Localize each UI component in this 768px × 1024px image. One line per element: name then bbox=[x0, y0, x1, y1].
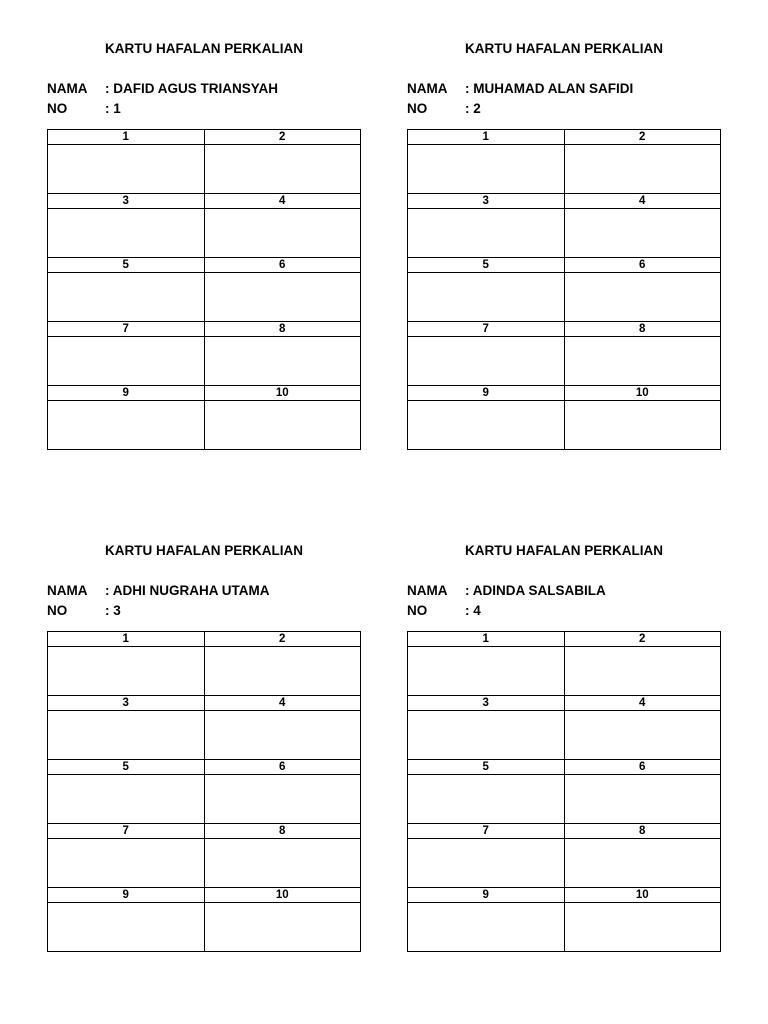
answer-cell bbox=[204, 209, 361, 258]
nama-value: : ADINDA SALSABILA bbox=[465, 583, 606, 598]
no-value: : 1 bbox=[105, 101, 121, 116]
answer-cell bbox=[564, 839, 721, 888]
multiplication-grid bbox=[47, 129, 361, 450]
no-line bbox=[407, 101, 481, 117]
answer-cell bbox=[204, 145, 361, 194]
number-cell: 4 bbox=[564, 194, 721, 209]
number-cell: 3 bbox=[48, 696, 205, 711]
no-label: NO bbox=[47, 603, 68, 618]
number-cell: 7 bbox=[48, 824, 205, 839]
answer-cell bbox=[564, 775, 721, 824]
multiplication-grid bbox=[47, 631, 361, 952]
no-line bbox=[47, 603, 121, 619]
number-cell: 1 bbox=[48, 130, 205, 145]
nama-value: : DAFID AGUS TRIANSYAH bbox=[105, 81, 279, 96]
number-cell: 6 bbox=[204, 760, 361, 775]
number-cell: 8 bbox=[564, 322, 721, 337]
card-title: KARTU HAFALAN PERKALIAN bbox=[465, 41, 663, 56]
multiplication-grid bbox=[407, 631, 721, 952]
nama-value: : MUHAMAD ALAN SAFIDI bbox=[465, 81, 634, 96]
number-cell: 9 bbox=[408, 386, 565, 401]
nama-value: : ADHI NUGRAHA UTAMA bbox=[105, 583, 270, 598]
no-line bbox=[407, 603, 481, 619]
number-cell: 3 bbox=[408, 194, 565, 209]
answer-cell bbox=[564, 337, 721, 386]
number-cell: 8 bbox=[564, 824, 721, 839]
nama-line bbox=[407, 81, 633, 97]
answer-cell bbox=[204, 401, 361, 450]
number-cell: 5 bbox=[48, 258, 205, 273]
answer-cell bbox=[48, 337, 205, 386]
no-label: NO bbox=[407, 101, 428, 116]
nama-line bbox=[47, 81, 278, 97]
no-value: : 3 bbox=[105, 603, 121, 618]
answer-cell bbox=[48, 209, 205, 258]
answer-cell bbox=[564, 401, 721, 450]
nama-label: NAMA bbox=[407, 583, 448, 598]
number-cell: 9 bbox=[48, 888, 205, 903]
answer-cell bbox=[408, 145, 565, 194]
number-cell: 2 bbox=[564, 130, 721, 145]
answer-cell bbox=[48, 903, 205, 952]
number-cell: 1 bbox=[48, 632, 205, 647]
number-cell: 7 bbox=[408, 824, 565, 839]
answer-cell bbox=[564, 711, 721, 760]
number-cell: 5 bbox=[408, 760, 565, 775]
number-cell: 10 bbox=[204, 386, 361, 401]
no-line bbox=[47, 101, 121, 117]
answer-cell bbox=[48, 839, 205, 888]
number-cell: 2 bbox=[204, 130, 361, 145]
number-cell: 7 bbox=[408, 322, 565, 337]
no-label: NO bbox=[47, 101, 68, 116]
answer-cell bbox=[48, 775, 205, 824]
answer-cell bbox=[204, 711, 361, 760]
answer-cell bbox=[204, 903, 361, 952]
card-title: KARTU HAFALAN PERKALIAN bbox=[105, 543, 303, 558]
number-cell: 9 bbox=[48, 386, 205, 401]
number-cell: 9 bbox=[408, 888, 565, 903]
answer-cell bbox=[48, 273, 205, 322]
number-cell: 6 bbox=[564, 258, 721, 273]
answer-cell bbox=[204, 647, 361, 696]
number-cell: 2 bbox=[564, 632, 721, 647]
nama-label: NAMA bbox=[47, 583, 88, 598]
number-cell: 5 bbox=[408, 258, 565, 273]
number-cell: 2 bbox=[204, 632, 361, 647]
number-cell: 4 bbox=[564, 696, 721, 711]
nama-label: NAMA bbox=[47, 81, 88, 96]
number-cell: 10 bbox=[204, 888, 361, 903]
number-cell: 10 bbox=[564, 888, 721, 903]
no-label: NO bbox=[407, 603, 428, 618]
answer-cell bbox=[408, 711, 565, 760]
answer-cell bbox=[408, 647, 565, 696]
answer-cell bbox=[408, 903, 565, 952]
answer-cell bbox=[408, 775, 565, 824]
answer-cell bbox=[408, 401, 565, 450]
answer-cell bbox=[204, 273, 361, 322]
multiplication-grid bbox=[407, 129, 721, 450]
answer-cell bbox=[408, 337, 565, 386]
nama-line bbox=[47, 583, 269, 599]
card-title: KARTU HAFALAN PERKALIAN bbox=[105, 41, 303, 56]
number-cell: 5 bbox=[48, 760, 205, 775]
answer-cell bbox=[48, 401, 205, 450]
number-cell: 1 bbox=[408, 632, 565, 647]
answer-cell bbox=[564, 647, 721, 696]
number-cell: 4 bbox=[204, 696, 361, 711]
number-cell: 4 bbox=[204, 194, 361, 209]
no-value: : 4 bbox=[465, 603, 481, 618]
number-cell: 10 bbox=[564, 386, 721, 401]
answer-cell bbox=[204, 775, 361, 824]
answer-cell bbox=[408, 209, 565, 258]
answer-cell bbox=[408, 839, 565, 888]
answer-cell bbox=[48, 145, 205, 194]
number-cell: 3 bbox=[408, 696, 565, 711]
number-cell: 8 bbox=[204, 322, 361, 337]
no-value: : 2 bbox=[465, 101, 481, 116]
answer-cell bbox=[564, 273, 721, 322]
answer-cell bbox=[564, 903, 721, 952]
card-title: KARTU HAFALAN PERKALIAN bbox=[465, 543, 663, 558]
answer-cell bbox=[48, 711, 205, 760]
nama-line bbox=[407, 583, 606, 599]
answer-cell bbox=[564, 209, 721, 258]
answer-cell bbox=[204, 839, 361, 888]
answer-cell bbox=[408, 273, 565, 322]
nama-label: NAMA bbox=[407, 81, 448, 96]
answer-cell bbox=[564, 145, 721, 194]
number-cell: 1 bbox=[408, 130, 565, 145]
number-cell: 6 bbox=[564, 760, 721, 775]
number-cell: 3 bbox=[48, 194, 205, 209]
number-cell: 7 bbox=[48, 322, 205, 337]
number-cell: 6 bbox=[204, 258, 361, 273]
answer-cell bbox=[48, 647, 205, 696]
number-cell: 8 bbox=[204, 824, 361, 839]
answer-cell bbox=[204, 337, 361, 386]
